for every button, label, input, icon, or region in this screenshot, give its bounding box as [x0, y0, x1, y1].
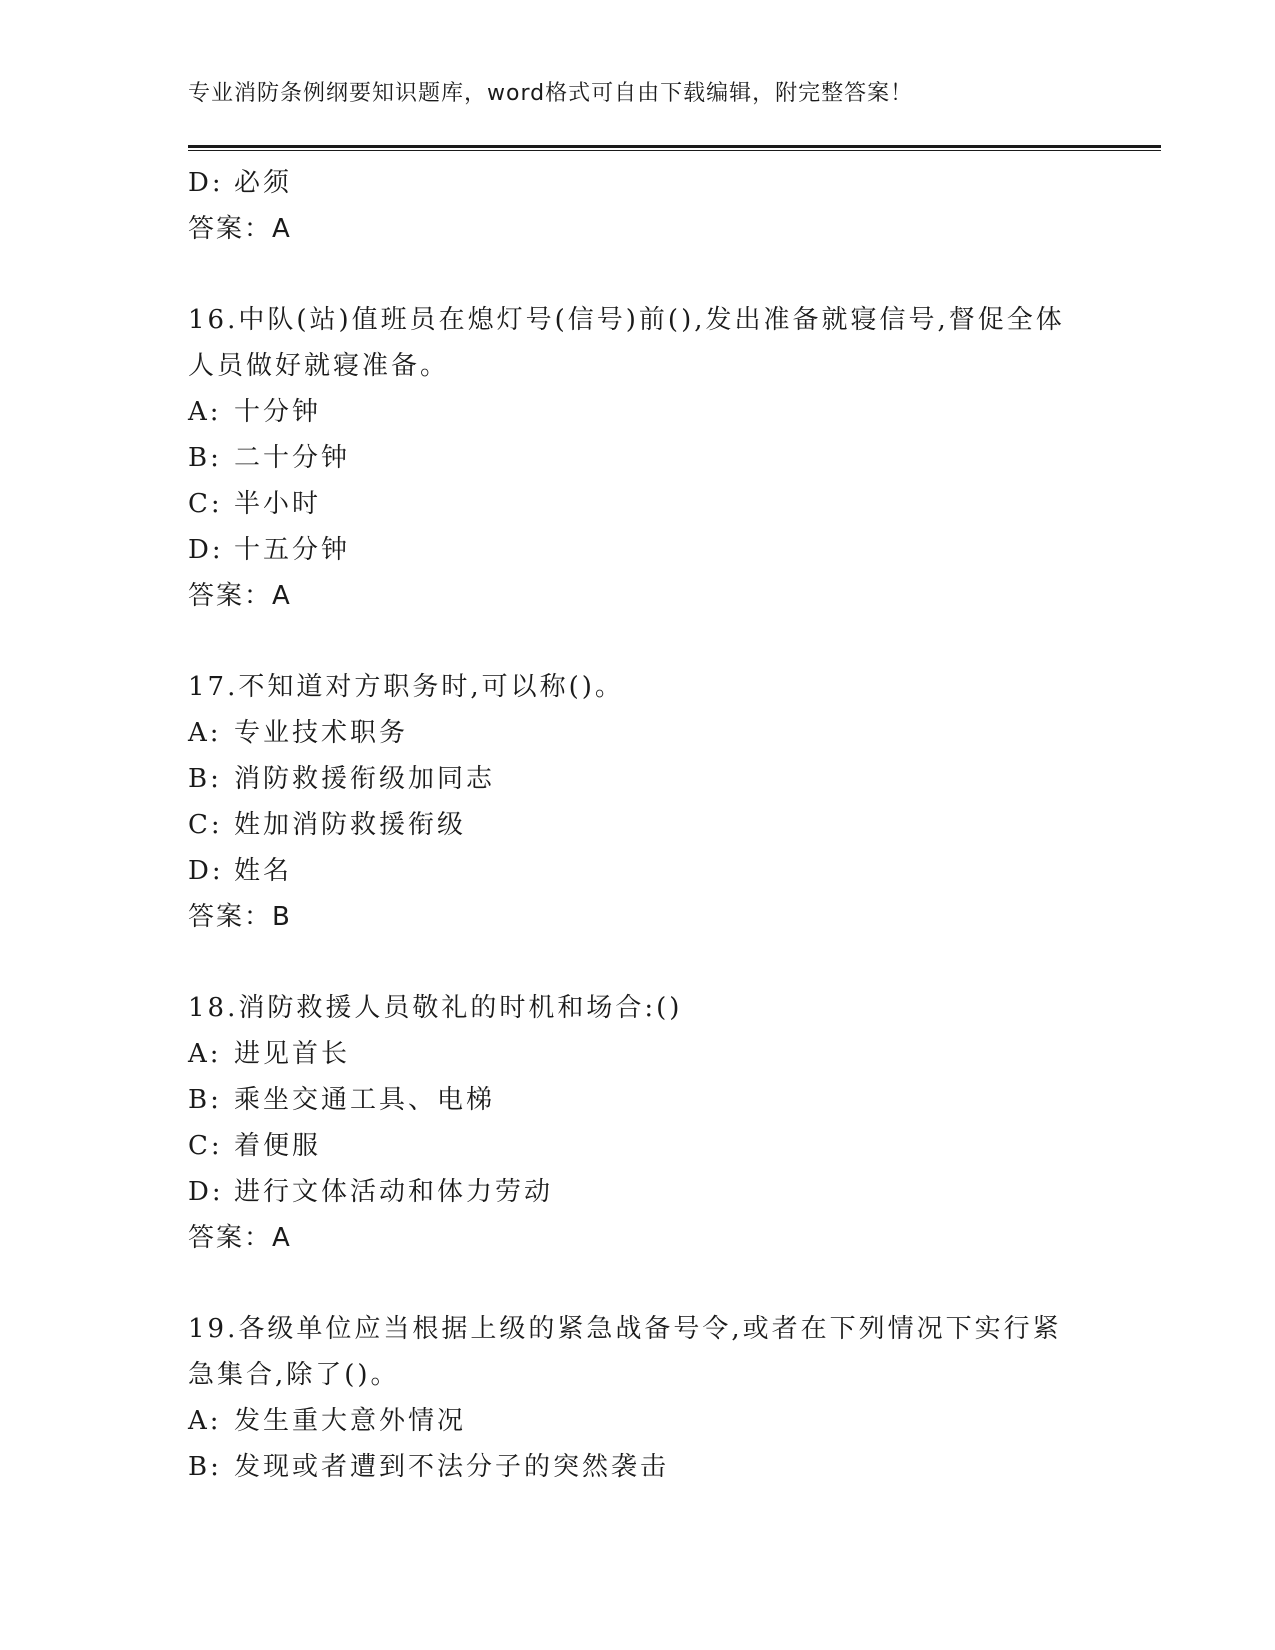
option-text: 半小时: [234, 489, 322, 519]
page-header: 专业消防条例纲要知识题库，word格式可自由下载编辑，附完整答案！: [188, 81, 914, 106]
question-stem-line: 17.不知道对方职务时,可以称()。: [188, 672, 624, 702]
option-letter: C:: [188, 1131, 223, 1161]
answer-value: A: [272, 214, 292, 244]
question-19: [188, 1306, 1088, 1490]
option-letter: D:: [188, 535, 224, 565]
option-text: 进见首长: [234, 1039, 351, 1069]
option-row: [188, 160, 1088, 206]
option-row: [188, 1398, 1088, 1444]
option-row: [188, 389, 1088, 435]
answer-value: B: [272, 902, 292, 932]
question-stem-line: 18.消防救援人员敬礼的时机和场合:(): [188, 993, 683, 1023]
answer-row: [188, 573, 1088, 619]
option-row: [188, 1169, 1088, 1215]
option-letter: D:: [188, 856, 224, 886]
option-text: 姓名: [234, 856, 293, 886]
option-row: [188, 756, 1088, 802]
option-row: [188, 1444, 1088, 1490]
option-text: 消防救援衔级加同志: [234, 764, 496, 794]
option-text: 发现或者遭到不法分子的突然袭击: [234, 1452, 670, 1482]
question-stem-line: 人员做好就寝准备。: [188, 351, 450, 381]
question-stem-line: 19.各级单位应当根据上级的紧急战备号令,或者在下列情况下实行紧: [188, 1314, 1062, 1344]
header-divider: [188, 145, 1161, 151]
option-text: 姓加消防救援衔级: [234, 810, 467, 840]
option-letter: B:: [188, 764, 222, 794]
document-body: [188, 160, 1088, 1490]
option-row: [188, 435, 1088, 481]
option-text: 着便服: [234, 1131, 322, 1161]
option-letter: A:: [188, 397, 222, 427]
answer-label: 答案：: [188, 214, 273, 244]
option-letter: D:: [188, 168, 224, 198]
option-letter: B:: [188, 443, 222, 473]
option-letter: B:: [188, 1452, 222, 1482]
option-letter: D:: [188, 1177, 224, 1207]
question-18: [188, 985, 1088, 1261]
option-text: 十分钟: [234, 397, 322, 427]
option-text: 必须: [234, 168, 293, 198]
answer-row: [188, 206, 1088, 252]
question-stem-line: 急集合,除了()。: [188, 1360, 400, 1390]
option-letter: A:: [188, 718, 222, 748]
answer-label: 答案：: [188, 581, 273, 611]
option-letter: C:: [188, 810, 223, 840]
option-letter: A:: [188, 1406, 222, 1436]
option-row: [188, 1031, 1088, 1077]
answer-row: [188, 1215, 1088, 1261]
option-row: [188, 848, 1088, 894]
answer-label: 答案：: [188, 1223, 273, 1253]
option-text: 乘坐交通工具、电梯: [234, 1085, 496, 1115]
option-text: 十五分钟: [234, 535, 351, 565]
option-letter: B:: [188, 1085, 222, 1115]
question-16: [188, 297, 1088, 619]
answer-value: A: [272, 1223, 292, 1253]
option-text: 发生重大意外情况: [234, 1406, 467, 1436]
option-text: 进行文体活动和体力劳动: [234, 1177, 554, 1207]
answer-label: 答案：: [188, 902, 273, 932]
option-row: [188, 481, 1088, 527]
option-row: [188, 1123, 1088, 1169]
answer-value: A: [272, 581, 292, 611]
option-text: 二十分钟: [234, 443, 351, 473]
option-text: 专业技术职务: [234, 718, 409, 748]
option-letter: A:: [188, 1039, 222, 1069]
option-row: [188, 527, 1088, 573]
option-row: [188, 710, 1088, 756]
option-row: [188, 1077, 1088, 1123]
answer-row: [188, 894, 1088, 940]
option-row: [188, 802, 1088, 848]
question-stem-line: 16.中队(站)值班员在熄灯号(信号)前(),发出准备就寝信号,督促全体: [188, 305, 1065, 335]
option-letter: C:: [188, 489, 223, 519]
question-17: [188, 664, 1088, 940]
